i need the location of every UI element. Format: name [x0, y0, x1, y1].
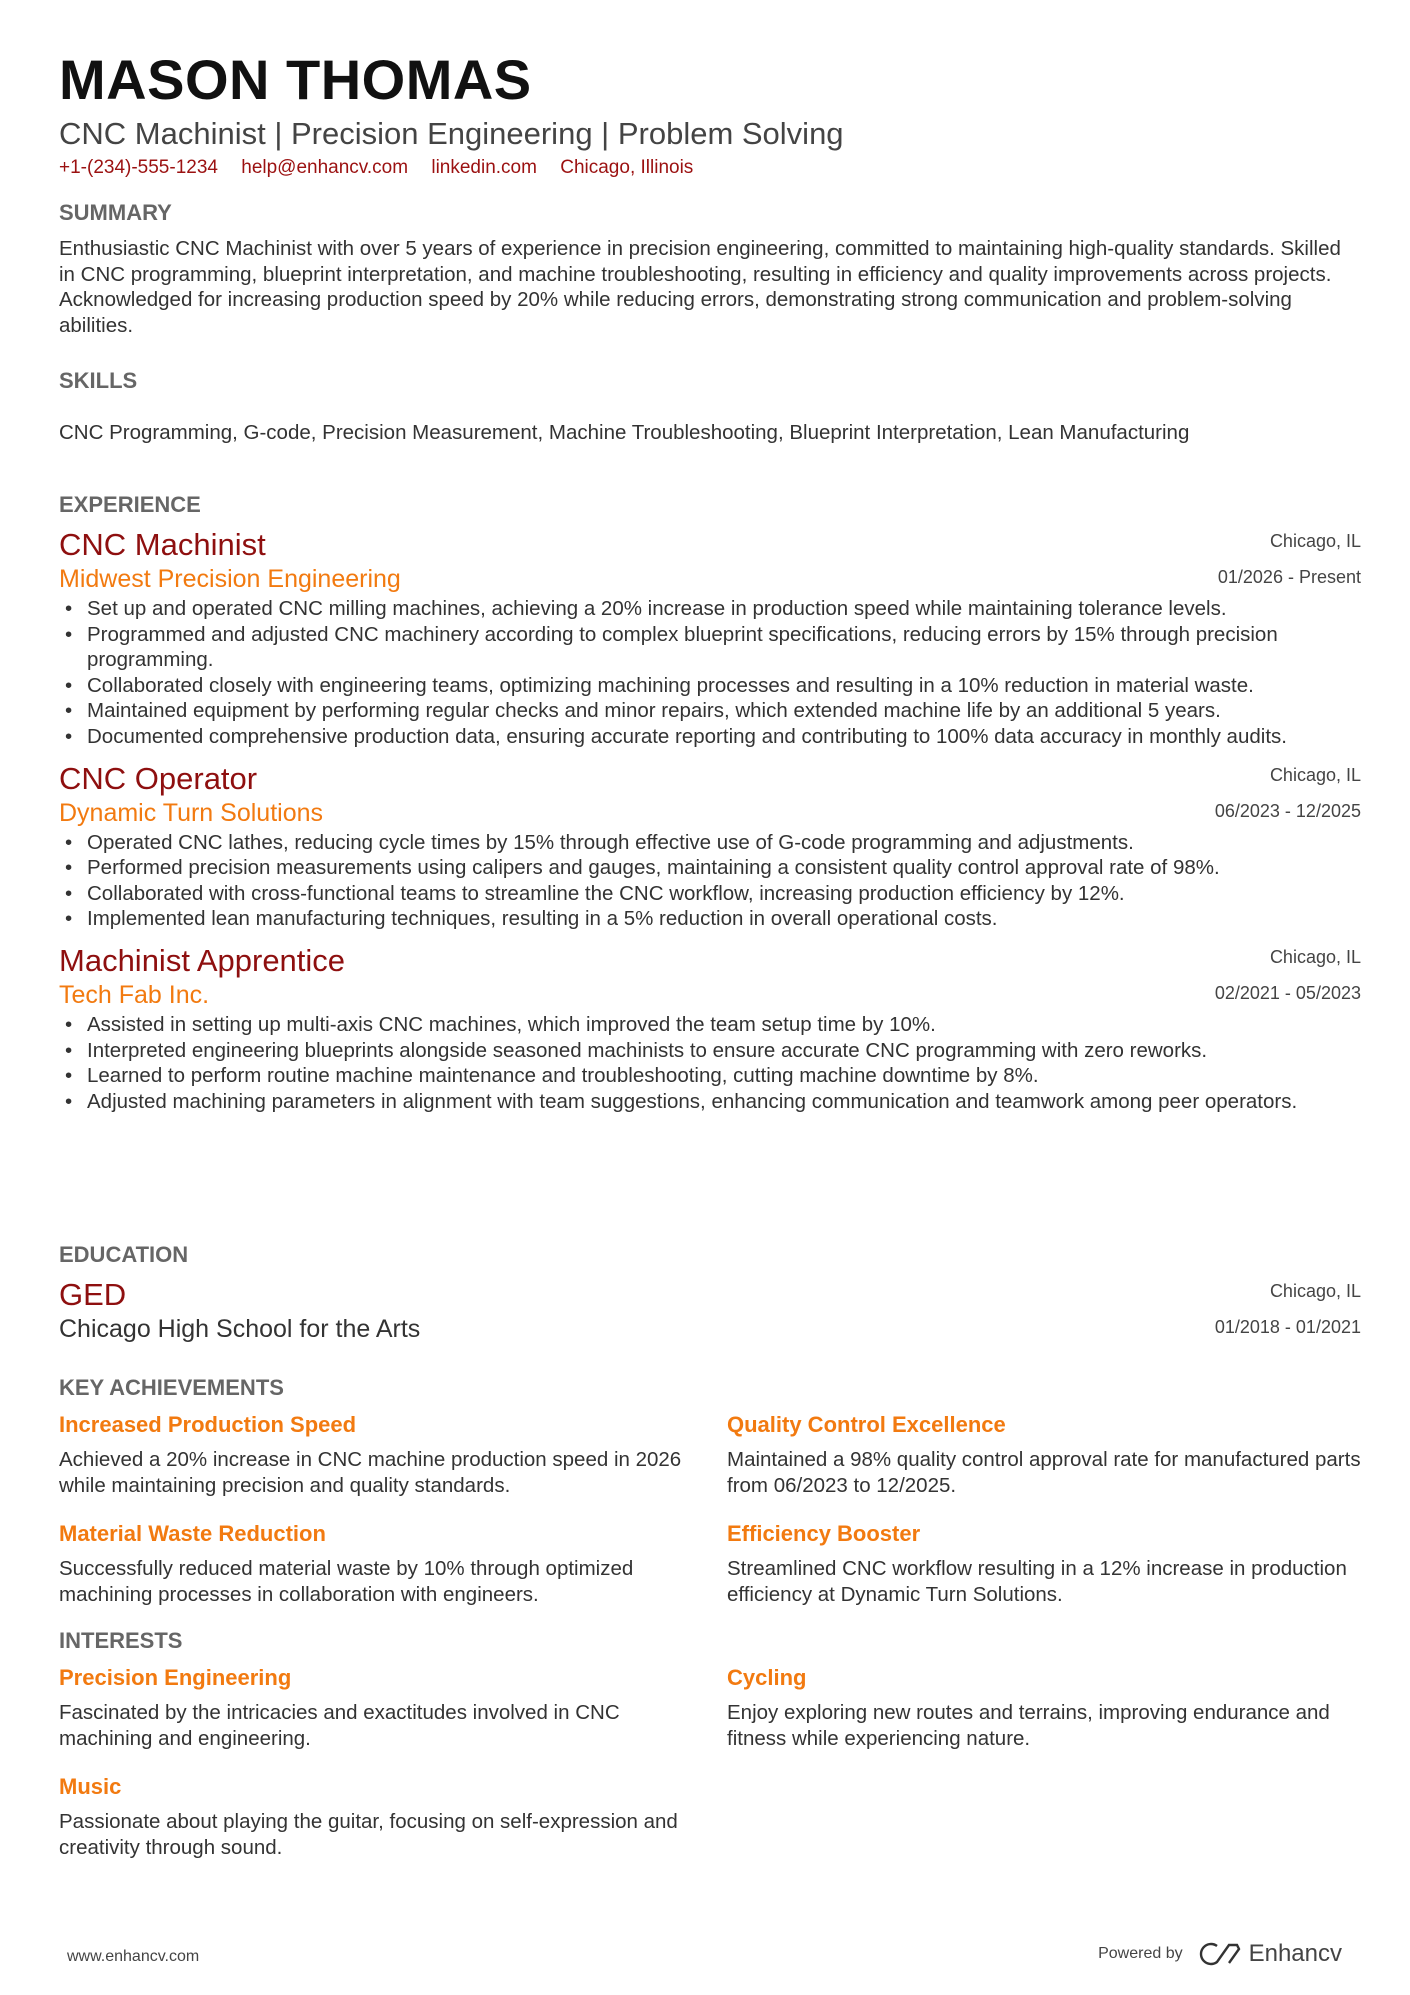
phone-link[interactable]: +1-(234)-555-1234 [59, 157, 218, 178]
experience-section [59, 492, 1361, 1114]
job-location: Chicago, IL [1269, 531, 1361, 551]
headline: CNC Machinist | Precision Engineering | Problem Solving [59, 116, 844, 151]
bullet: • Set up and operated CNC milling machines, achieving a 20% increase in production speed while maintaining tolerance levels. [59, 596, 1361, 622]
bullet: • Collaborated closely with engineering teams, optimizing machining processes and resulting in a 10% reduction in material waste. [59, 673, 1361, 699]
job-dates: 01/2026 - Present [1217, 567, 1361, 587]
achievement-title: Material Waste Reduction [59, 1521, 326, 1547]
achievements-grid [59, 1411, 1361, 1629]
email-link[interactable]: help@enhancv.com [241, 157, 409, 178]
section-heading: INTERESTS [59, 1628, 183, 1653]
company-name: Midwest Precision Engineering [59, 565, 401, 593]
interest-item [59, 1773, 727, 1860]
job-dates: 02/2021 - 05/2023 [1214, 982, 1361, 1003]
section-heading: EXPERIENCE [59, 492, 201, 517]
achievement-item [727, 1520, 1361, 1607]
degree: GED [59, 1277, 127, 1312]
summary-section [59, 200, 1361, 338]
job-title: CNC Operator [59, 760, 258, 796]
interest-item [59, 1664, 727, 1751]
school-name: Chicago High School for the Arts [59, 1315, 421, 1343]
company-name: Dynamic Turn Solutions [59, 798, 324, 827]
job-bullets [59, 1012, 1361, 1114]
interest-title: Precision Engineering [59, 1665, 292, 1690]
job-header [59, 526, 1361, 594]
job-title: CNC Machinist [59, 527, 266, 562]
bullet: • Documented comprehensive production data, ensuring accurate reporting and contributing to 100% data accuracy in monthly audits. [59, 724, 1361, 750]
job-entry [59, 760, 1361, 932]
achievement-title: Quality Control Excellence [727, 1412, 1006, 1437]
job-location: Chicago, IL [1269, 946, 1361, 967]
skills-text: CNC Programming, G-code, Precision Measurement, Machine Troubleshooting, Blueprint Interpretation, Lean Manufacturing [59, 421, 1190, 444]
footer-website-link[interactable]: www.enhancv.com [67, 1948, 200, 1965]
section-heading: SKILLS [59, 368, 138, 393]
job-title: Machinist Apprentice [59, 942, 346, 978]
bullet: • Learned to perform routine machine maintenance and troubleshooting, cutting machine downtime by 8%. [59, 1063, 1361, 1089]
job-location: Chicago, IL [1269, 764, 1361, 785]
bullet: • Interpreted engineering blueprints alongside seasoned machinists to ensure accurate CNC programming with zero reworks. [59, 1038, 1361, 1064]
job-header [59, 942, 1361, 1010]
section-heading: KEY ACHIEVEMENTS [59, 1375, 284, 1400]
section-heading: SUMMARY [59, 200, 172, 225]
bullet: • Adjusted machining parameters in alignment with team suggestions, enhancing communication and teamwork among peer operators. [59, 1089, 1361, 1115]
interest-text: Passionate about playing the guitar, focusing on self-expression and creativity through sound. [59, 1810, 678, 1859]
achievement-title: Increased Production Speed [59, 1412, 357, 1437]
achievement-text: Achieved a 20% increase in CNC machine production speed in 2026 while maintaining precision and quality standards. [59, 1448, 682, 1497]
bullet: • Implemented lean manufacturing techniques, resulting in a 5% reduction in overall operational costs. [59, 906, 1361, 932]
brand-name: Enhancv [1248, 1940, 1342, 1967]
interests-section [59, 1628, 1361, 1882]
achievement-text: Streamlined CNC workflow resulting in a 12% increase in production efficiency at Dynamic Turn Solutions. [727, 1557, 1347, 1606]
job-entry [59, 942, 1361, 1114]
enhancv-logo-icon [1197, 1940, 1342, 1968]
header [59, 50, 1361, 180]
bullet: • Performed precision measurements using calipers and gauges, maintaining a consistent quality control approval rate of 98%. [59, 855, 1361, 881]
education-dates: 01/2018 - 01/2021 [1214, 1317, 1361, 1337]
job-header [59, 760, 1361, 828]
education-section [59, 1242, 1361, 1344]
summary-text: Enthusiastic CNC Machinist with over 5 years of experience in precision engineering, committed to maintaining high-quality standards. Skilled in CNC programming, blueprint interpretation, and machine troubleshooting, resulting in efficiency and quality improvements across projects. Acknowledged for increasing production speed by 20% while reducing errors, demonstrating strong communication and problem-solving abilities. [59, 237, 1341, 337]
job-entry [59, 526, 1361, 750]
achievements-section [59, 1375, 1361, 1629]
interests-grid [59, 1664, 1361, 1882]
interest-text: Fascinated by the intricacies and exactitudes involved in CNC machining and engineering. [59, 1701, 620, 1750]
linkedin-link[interactable]: linkedin.com [431, 157, 537, 178]
interest-title: Cycling [727, 1665, 807, 1690]
job-dates: 06/2023 - 12/2025 [1214, 800, 1361, 821]
job-bullets [59, 596, 1361, 750]
education-location: Chicago, IL [1269, 1281, 1361, 1301]
footer-branding[interactable] [1098, 1940, 1342, 1968]
contact-row [59, 156, 1361, 180]
skills-section [59, 368, 1361, 446]
achievement-text: Maintained a 98% quality control approval rate for manufactured parts from 06/2023 to 12/2025. [727, 1448, 1361, 1497]
interest-item [727, 1664, 1361, 1751]
achievement-title: Efficiency Booster [727, 1521, 921, 1547]
achievement-item [59, 1520, 727, 1607]
bullet: • Maintained equipment by performing regular checks and minor repairs, which extended machine life by an additional 5 years. [59, 698, 1361, 724]
powered-by-label: Powered by [1098, 1945, 1183, 1962]
section-heading: EDUCATION [59, 1242, 189, 1267]
bullet: • Programmed and adjusted CNC machinery according to complex blueprint specifications, reducing errors by 15% through precision programming. [59, 622, 1361, 673]
education-entry [59, 1276, 1361, 1344]
bullet: • Collaborated with cross-functional teams to streamline the CNC workflow, increasing production efficiency by 12%. [59, 881, 1361, 907]
bullet: • Assisted in setting up multi-axis CNC machines, which improved the team setup time by 10%. [59, 1012, 1361, 1038]
bullet: • Operated CNC lathes, reducing cycle times by 15% through effective use of G-code programming and adjustments. [59, 830, 1361, 856]
achievement-item [727, 1411, 1361, 1498]
achievement-text: Successfully reduced material waste by 10% through optimized machining processes in collaboration with engineers. [59, 1557, 634, 1606]
achievement-item [59, 1411, 727, 1498]
location: Chicago, Illinois [560, 157, 694, 178]
company-name: Tech Fab Inc. [59, 980, 210, 1009]
interest-title: Music [59, 1774, 122, 1800]
job-bullets [59, 830, 1361, 932]
candidate-name: MASON THOMAS [59, 48, 532, 111]
interest-text: Enjoy exploring new routes and terrains, improving endurance and fitness while experiencing nature. [727, 1701, 1330, 1750]
